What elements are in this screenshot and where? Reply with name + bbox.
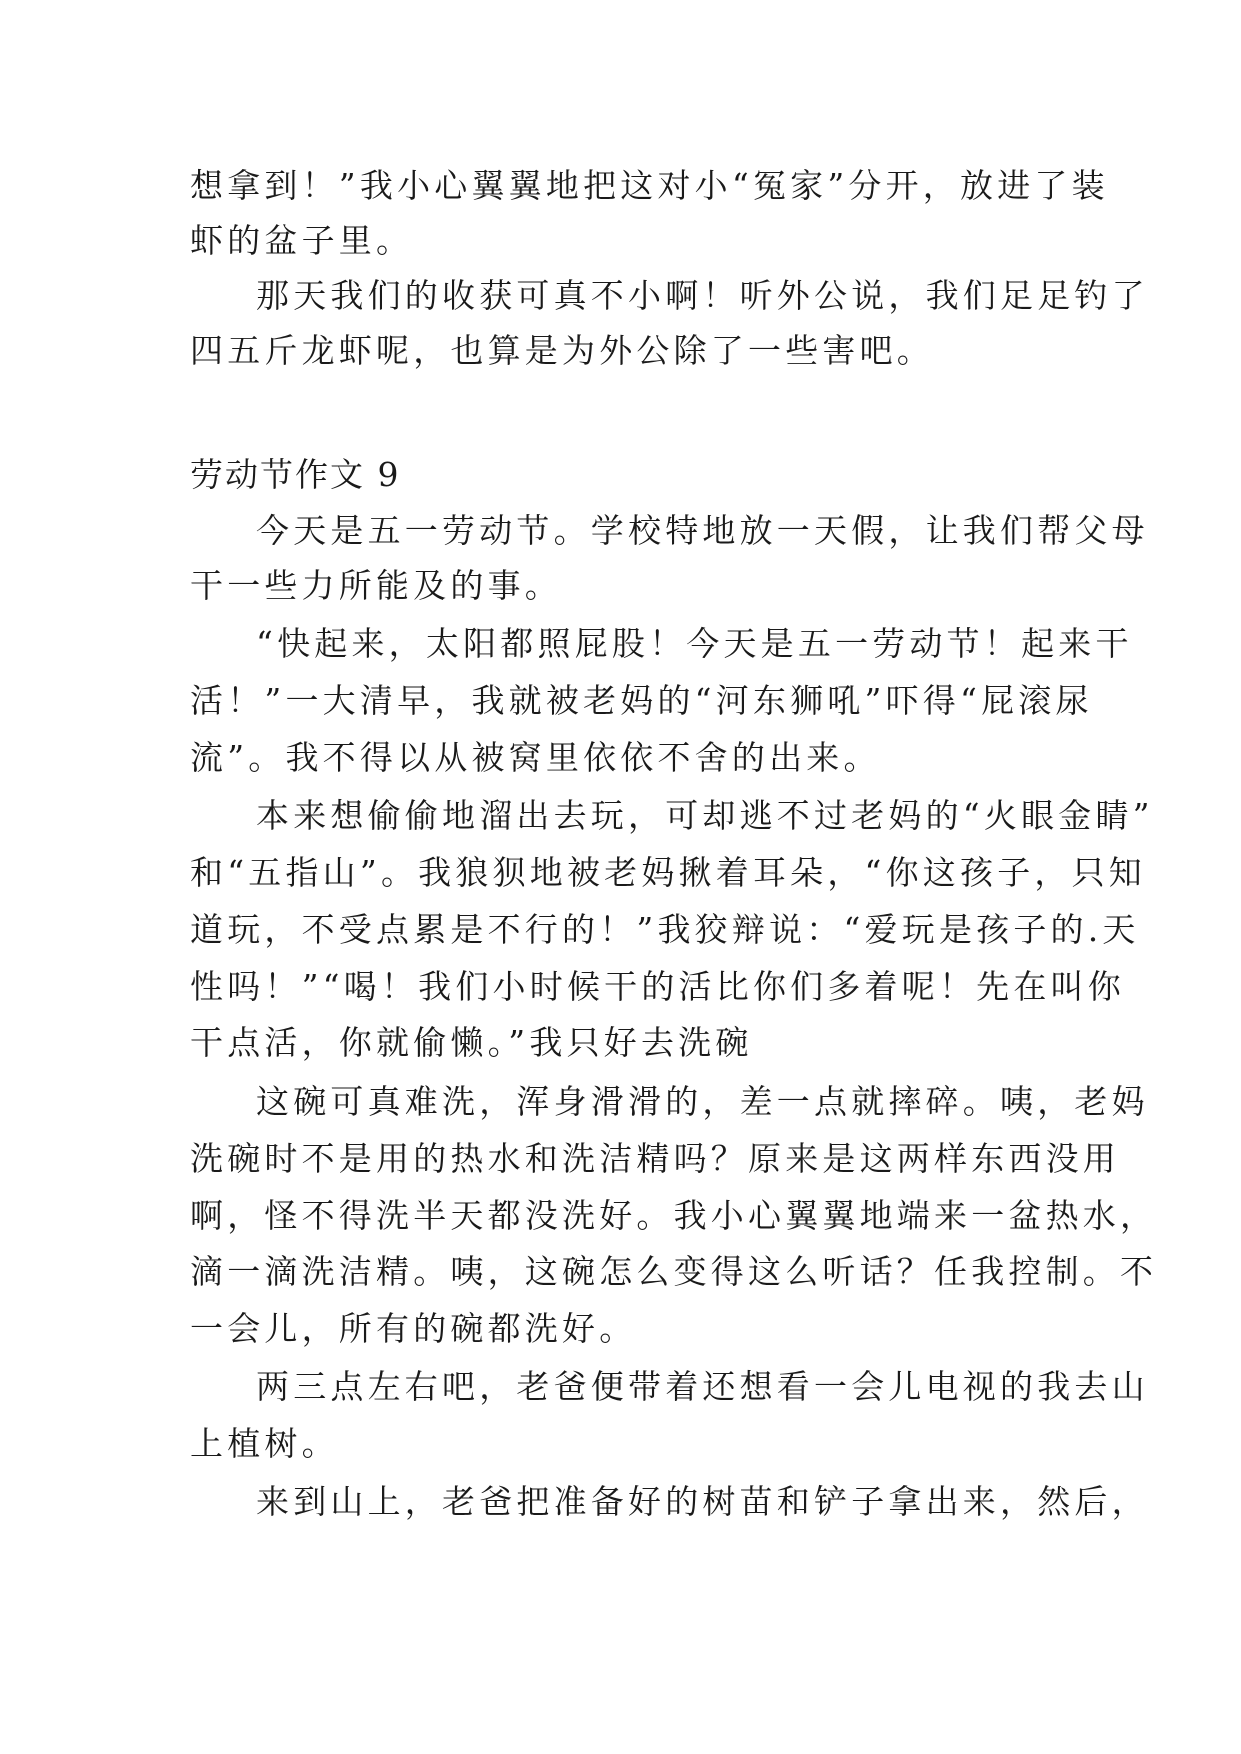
text-line: 滴一滴洗洁精。咦，这碗怎么变得这么听话？任我控制。不 [190, 1252, 1158, 1291]
text-line: 那天我们的收获可真不小啊！听外公说，我们足足钓了 [256, 276, 1149, 315]
section-heading: 劳动节作文 9 [190, 455, 401, 494]
text-line: 道玩，不受点累是不行的！”我狡辩说：“爱玩是孩子的.天 [190, 910, 1140, 949]
text-line: 两三点左右吧，老爸便带着还想看一会儿电视的我去山 [256, 1367, 1149, 1406]
text-line: 今天是五一劳动节。学校特地放一天假，让我们帮父母 [256, 511, 1149, 550]
text-line: 一会儿，所有的碗都洗好。 [190, 1309, 637, 1348]
text-line: 想拿到！”我小心翼翼地把这对小“冤家”分开，放进了装 [190, 166, 1109, 205]
text-line: 和“五指山”。我狼狈地被老妈揪着耳朵，“你这孩子，只知 [190, 853, 1147, 892]
text-line: 洗碗时不是用的热水和洗洁精吗？原来是这两样东西没用 [190, 1139, 1120, 1178]
text-line: 上植树。 [190, 1424, 339, 1463]
text-line: 流”。我不得以从被窝里依依不舍的出来。 [190, 738, 881, 777]
text-line: “快起来，太阳都照屁股！今天是五一劳动节！起来干 [256, 624, 1133, 663]
text-line: 性吗！”“喝！我们小时候干的活比你们多着呢！先在叫你 [190, 967, 1125, 1006]
text-line: 本来想偷偷地溜出去玩，可却逃不过老妈的“火眼金睛” [256, 796, 1154, 835]
text-line: 这碗可真难洗，浑身滑滑的，差一点就摔碎。咦，老妈 [256, 1082, 1149, 1121]
text-line: 来到山上，老爸把准备好的树苗和铲子拿出来，然后， [256, 1482, 1149, 1521]
text-line: 干一些力所能及的事。 [190, 566, 562, 605]
text-line: 干点活，你就偷懒。”我只好去洗碗 [190, 1023, 753, 1062]
text-line: 四五斤龙虾呢，也算是为外公除了一些害吧。 [190, 331, 934, 370]
text-line: 虾的盆子里。 [190, 221, 414, 260]
text-line: 活！”一大清早，我就被老妈的“河东狮吼”吓得“屁滚尿 [190, 681, 1093, 720]
text-line: 啊，怪不得洗半天都没洗好。我小心翼翼地端来一盆热水， [190, 1196, 1158, 1235]
